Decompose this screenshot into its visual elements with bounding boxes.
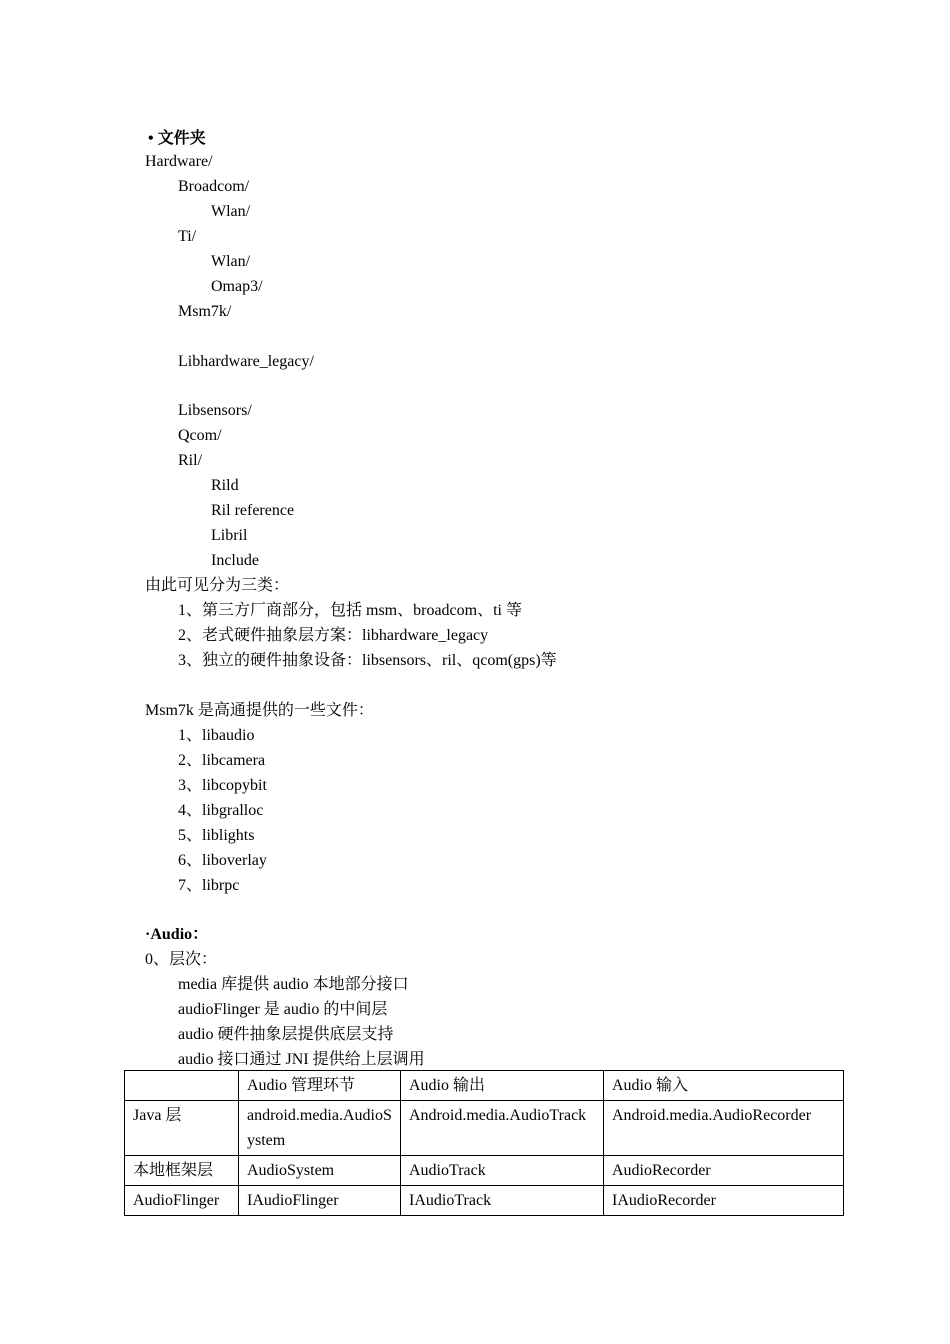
folders-heading: • 文件夹: [148, 130, 206, 147]
table-row: [125, 1101, 844, 1156]
folder-ti-omap3: Omap3/: [211, 278, 263, 295]
audio-table: [124, 1070, 844, 1216]
folder-qcom: Qcom/: [178, 427, 222, 444]
category-item: 2、老式硬件抽象层方案：libhardware_legacy: [178, 627, 489, 644]
table-header-cell: Audio 输出: [401, 1071, 604, 1101]
folder-ti: Ti/: [178, 228, 197, 245]
audio-level-item: media 库提供 audio 本地部分接口: [178, 976, 409, 993]
audio-level-item: audio 硬件抽象层提供底层支持: [178, 1026, 394, 1043]
audio-level-item: audio 接口通过 JNI 提供给上层调用: [178, 1051, 425, 1068]
msm7k-item: 5、liblights: [178, 827, 255, 844]
folder-ti-wlan: Wlan/: [211, 253, 251, 270]
table-cell: Android.media.AudioRecorder: [604, 1101, 844, 1156]
table-cell: 本地框架层: [125, 1156, 239, 1186]
table-cell: android.media.AudioSystem: [239, 1101, 401, 1156]
table-cell: AudioSystem: [239, 1156, 401, 1186]
folder-hardware: Hardware/: [145, 153, 213, 170]
categories-intro: 由此可见分为三类：: [145, 577, 290, 594]
table-cell: Android.media.AudioTrack: [401, 1101, 604, 1156]
folder-libhardware-legacy: Libhardware_legacy/: [178, 353, 314, 370]
msm7k-intro: Msm7k 是高通提供的一些文件：: [145, 702, 374, 719]
category-item: 3、独立的硬件抽象设备：libsensors、ril、qcom(gps)等: [178, 652, 557, 669]
folder-ril-rild: Rild: [211, 477, 239, 494]
msm7k-item: 1、libaudio: [178, 727, 255, 744]
msm7k-item: 7、librpc: [178, 877, 240, 894]
table-cell: AudioRecorder: [604, 1156, 844, 1186]
table-header-cell: Audio 管理环节: [239, 1071, 401, 1101]
msm7k-item: 3、libcopybit: [178, 777, 267, 794]
table-row: [125, 1156, 844, 1186]
table-cell: AudioFlinger: [125, 1186, 239, 1216]
msm7k-item: 6、liboverlay: [178, 852, 267, 869]
audio-level-item: audioFlinger 是 audio 的中间层: [178, 1001, 388, 1018]
table-cell: IAudioRecorder: [604, 1186, 844, 1216]
table-header-row: [125, 1071, 844, 1101]
folder-msm7k: Msm7k/: [178, 303, 232, 320]
msm7k-item: 2、libcamera: [178, 752, 266, 769]
table-header-cell: Audio 输入: [604, 1071, 844, 1101]
folder-ril: Ril/: [178, 452, 203, 469]
table-cell: IAudioTrack: [401, 1186, 604, 1216]
folder-libsensors: Libsensors/: [178, 402, 252, 419]
table-cell: Java 层: [125, 1101, 239, 1156]
folder-ril-libril: Libril: [211, 527, 248, 544]
folder-broadcom: Broadcom/: [178, 178, 250, 195]
msm7k-item: 4、libgralloc: [178, 802, 264, 819]
table-header-cell: [125, 1071, 239, 1101]
table-row: [125, 1186, 844, 1216]
folder-ril-include: Include: [211, 552, 259, 569]
audio-levels-title: 0、层次：: [145, 951, 218, 968]
category-item: 1、第三方厂商部分，包括 msm、broadcom、ti 等: [178, 602, 522, 619]
folder-ril-reference: Ril reference: [211, 502, 295, 519]
table-cell: IAudioFlinger: [239, 1186, 401, 1216]
table-cell: AudioTrack: [401, 1156, 604, 1186]
audio-heading: ·Audio：: [145, 926, 209, 943]
folder-broadcom-wlan: Wlan/: [211, 203, 251, 220]
